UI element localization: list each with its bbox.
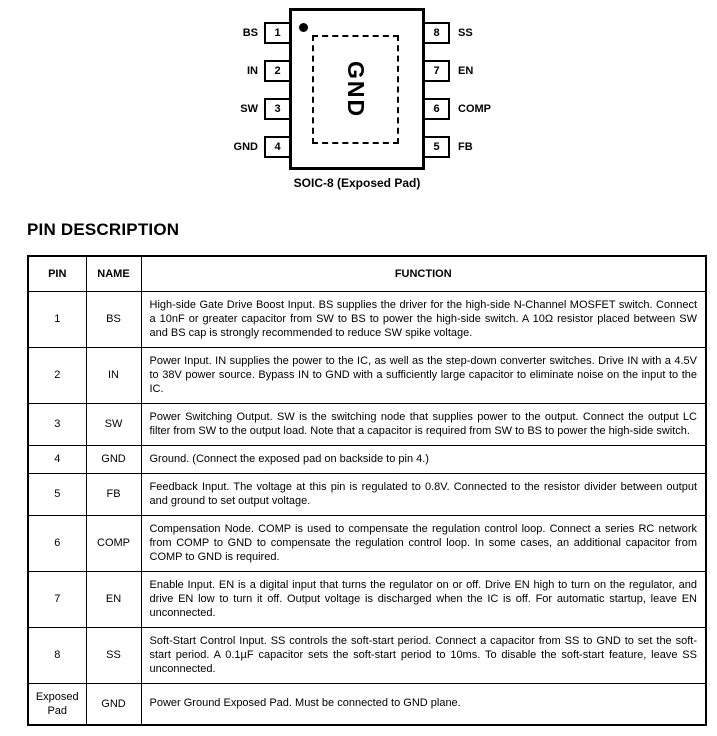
name-cell: IN (86, 347, 141, 403)
pin-row (0, 22, 291, 44)
name-cell: GND (86, 683, 141, 725)
pin-row (423, 136, 491, 158)
pin-name-label: BS (242, 27, 258, 39)
pin-row (423, 98, 491, 120)
pin-cell: 7 (28, 571, 86, 627)
pin-number-box: 8 (423, 22, 450, 44)
pin-cell: 3 (28, 403, 86, 445)
table-body (28, 291, 706, 725)
pin-row (423, 22, 491, 44)
pin-row (0, 136, 291, 158)
function-cell: Power Switching Output. SW is the switching node that supplies power to the output. Connect the output LC filter from SW to the output load. Note that a capacitor is required from SW to BS to power the high-side switch. (141, 403, 706, 445)
pin-name-label: FB (458, 141, 473, 153)
exposed-pad-label: GND (343, 60, 369, 119)
ic-package-body (289, 8, 425, 170)
pin-cell: 5 (28, 473, 86, 515)
column-header-pin: PIN (28, 256, 86, 291)
page-title: PIN DESCRIPTION (27, 220, 180, 239)
pin-name-label: GND (233, 141, 258, 153)
function-cell: Enable Input. EN is a digital input that turns the regulator on or off. Drive EN high to turn on the regulator, and drive EN low to turn it off. Output voltage is discharged when the IC is off. For automatic startup, leave EN unconnected. (141, 571, 706, 627)
right-pin-column (423, 22, 491, 158)
pin-cell: 1 (28, 291, 86, 347)
pin-number-box: 6 (423, 98, 450, 120)
pinout-diagram (0, 0, 717, 206)
pin-number-box: 4 (264, 136, 291, 158)
pin-row (423, 60, 491, 82)
pin-number-box: 2 (264, 60, 291, 82)
pin-number-box: 3 (264, 98, 291, 120)
table-row (28, 403, 706, 445)
pin-number-box: 7 (423, 60, 450, 82)
table-row (28, 683, 706, 725)
table-row (28, 291, 706, 347)
pin-name-label: EN (458, 65, 474, 77)
pin-cell: 2 (28, 347, 86, 403)
exposed-pad-outline (312, 35, 399, 144)
pin-number-box: 1 (264, 22, 291, 44)
name-cell: BS (86, 291, 141, 347)
function-cell: Ground. (Connect the exposed pad on backside to pin 4.) (141, 445, 706, 473)
table-row (28, 347, 706, 403)
pin1-indicator-dot (299, 23, 308, 32)
name-cell: EN (86, 571, 141, 627)
left-pin-column (0, 22, 291, 158)
column-header-function: FUNCTION (141, 256, 706, 291)
function-cell: High-side Gate Drive Boost Input. BS supplies the driver for the high-side N-Channel MOSFET switch. Connect a 10nF or greater capacitor from SW to BS to power the high-side switch. A 10Ω resistor placed between SW and BS cap is strongly recommended to reduce SW spike voltage. (141, 291, 706, 347)
table-row (28, 445, 706, 473)
name-cell: COMP (86, 515, 141, 571)
pin-name-label: COMP (458, 103, 491, 115)
function-cell: Power Ground Exposed Pad. Must be connected to GND plane. (141, 683, 706, 725)
function-cell: Compensation Node. COMP is used to compensate the regulation control loop. Connect a series RC network from COMP to GND to compensate the regulation control loop. In some cases, an additional capacitor from COMP to GND is required. (141, 515, 706, 571)
function-cell: Soft-Start Control Input. SS controls the soft-start period. Connect a capacitor from SS to GND to set the soft-start period. A 0.1µF capacitor sets the soft-start period to 10ms. To disable the soft-start feature, leave SS unconnected. (141, 627, 706, 683)
table-header-row (28, 256, 706, 291)
pin-name-label: SS (458, 27, 473, 39)
pin-number-box: 5 (423, 136, 450, 158)
name-cell: SW (86, 403, 141, 445)
table-row (28, 473, 706, 515)
name-cell: SS (86, 627, 141, 683)
pin-cell: 6 (28, 515, 86, 571)
function-cell: Power Input. IN supplies the power to the IC, as well as the step-down converter switches. Drive IN with a 4.5V to 38V power source. Bypass IN to GND with a sufficiently large capacitor to eliminate noise on the input to the IC. (141, 347, 706, 403)
column-header-name: NAME (86, 256, 141, 291)
package-caption: SOIC-8 (Exposed Pad) (293, 176, 421, 190)
pin-cell: 8 (28, 627, 86, 683)
table-row (28, 571, 706, 627)
name-cell: FB (86, 473, 141, 515)
pin-description-table (27, 255, 707, 726)
pin-name-label: IN (247, 65, 258, 77)
function-cell: Feedback Input. The voltage at this pin is regulated to 0.8V. Connected to the resistor divider between output and ground to set output voltage. (141, 473, 706, 515)
pin-row (0, 98, 291, 120)
table-row (28, 515, 706, 571)
pin-name-label: SW (240, 103, 258, 115)
table-row (28, 627, 706, 683)
pin-cell: Exposed Pad (28, 683, 86, 725)
pin-row (0, 60, 291, 82)
name-cell: GND (86, 445, 141, 473)
pin-cell: 4 (28, 445, 86, 473)
